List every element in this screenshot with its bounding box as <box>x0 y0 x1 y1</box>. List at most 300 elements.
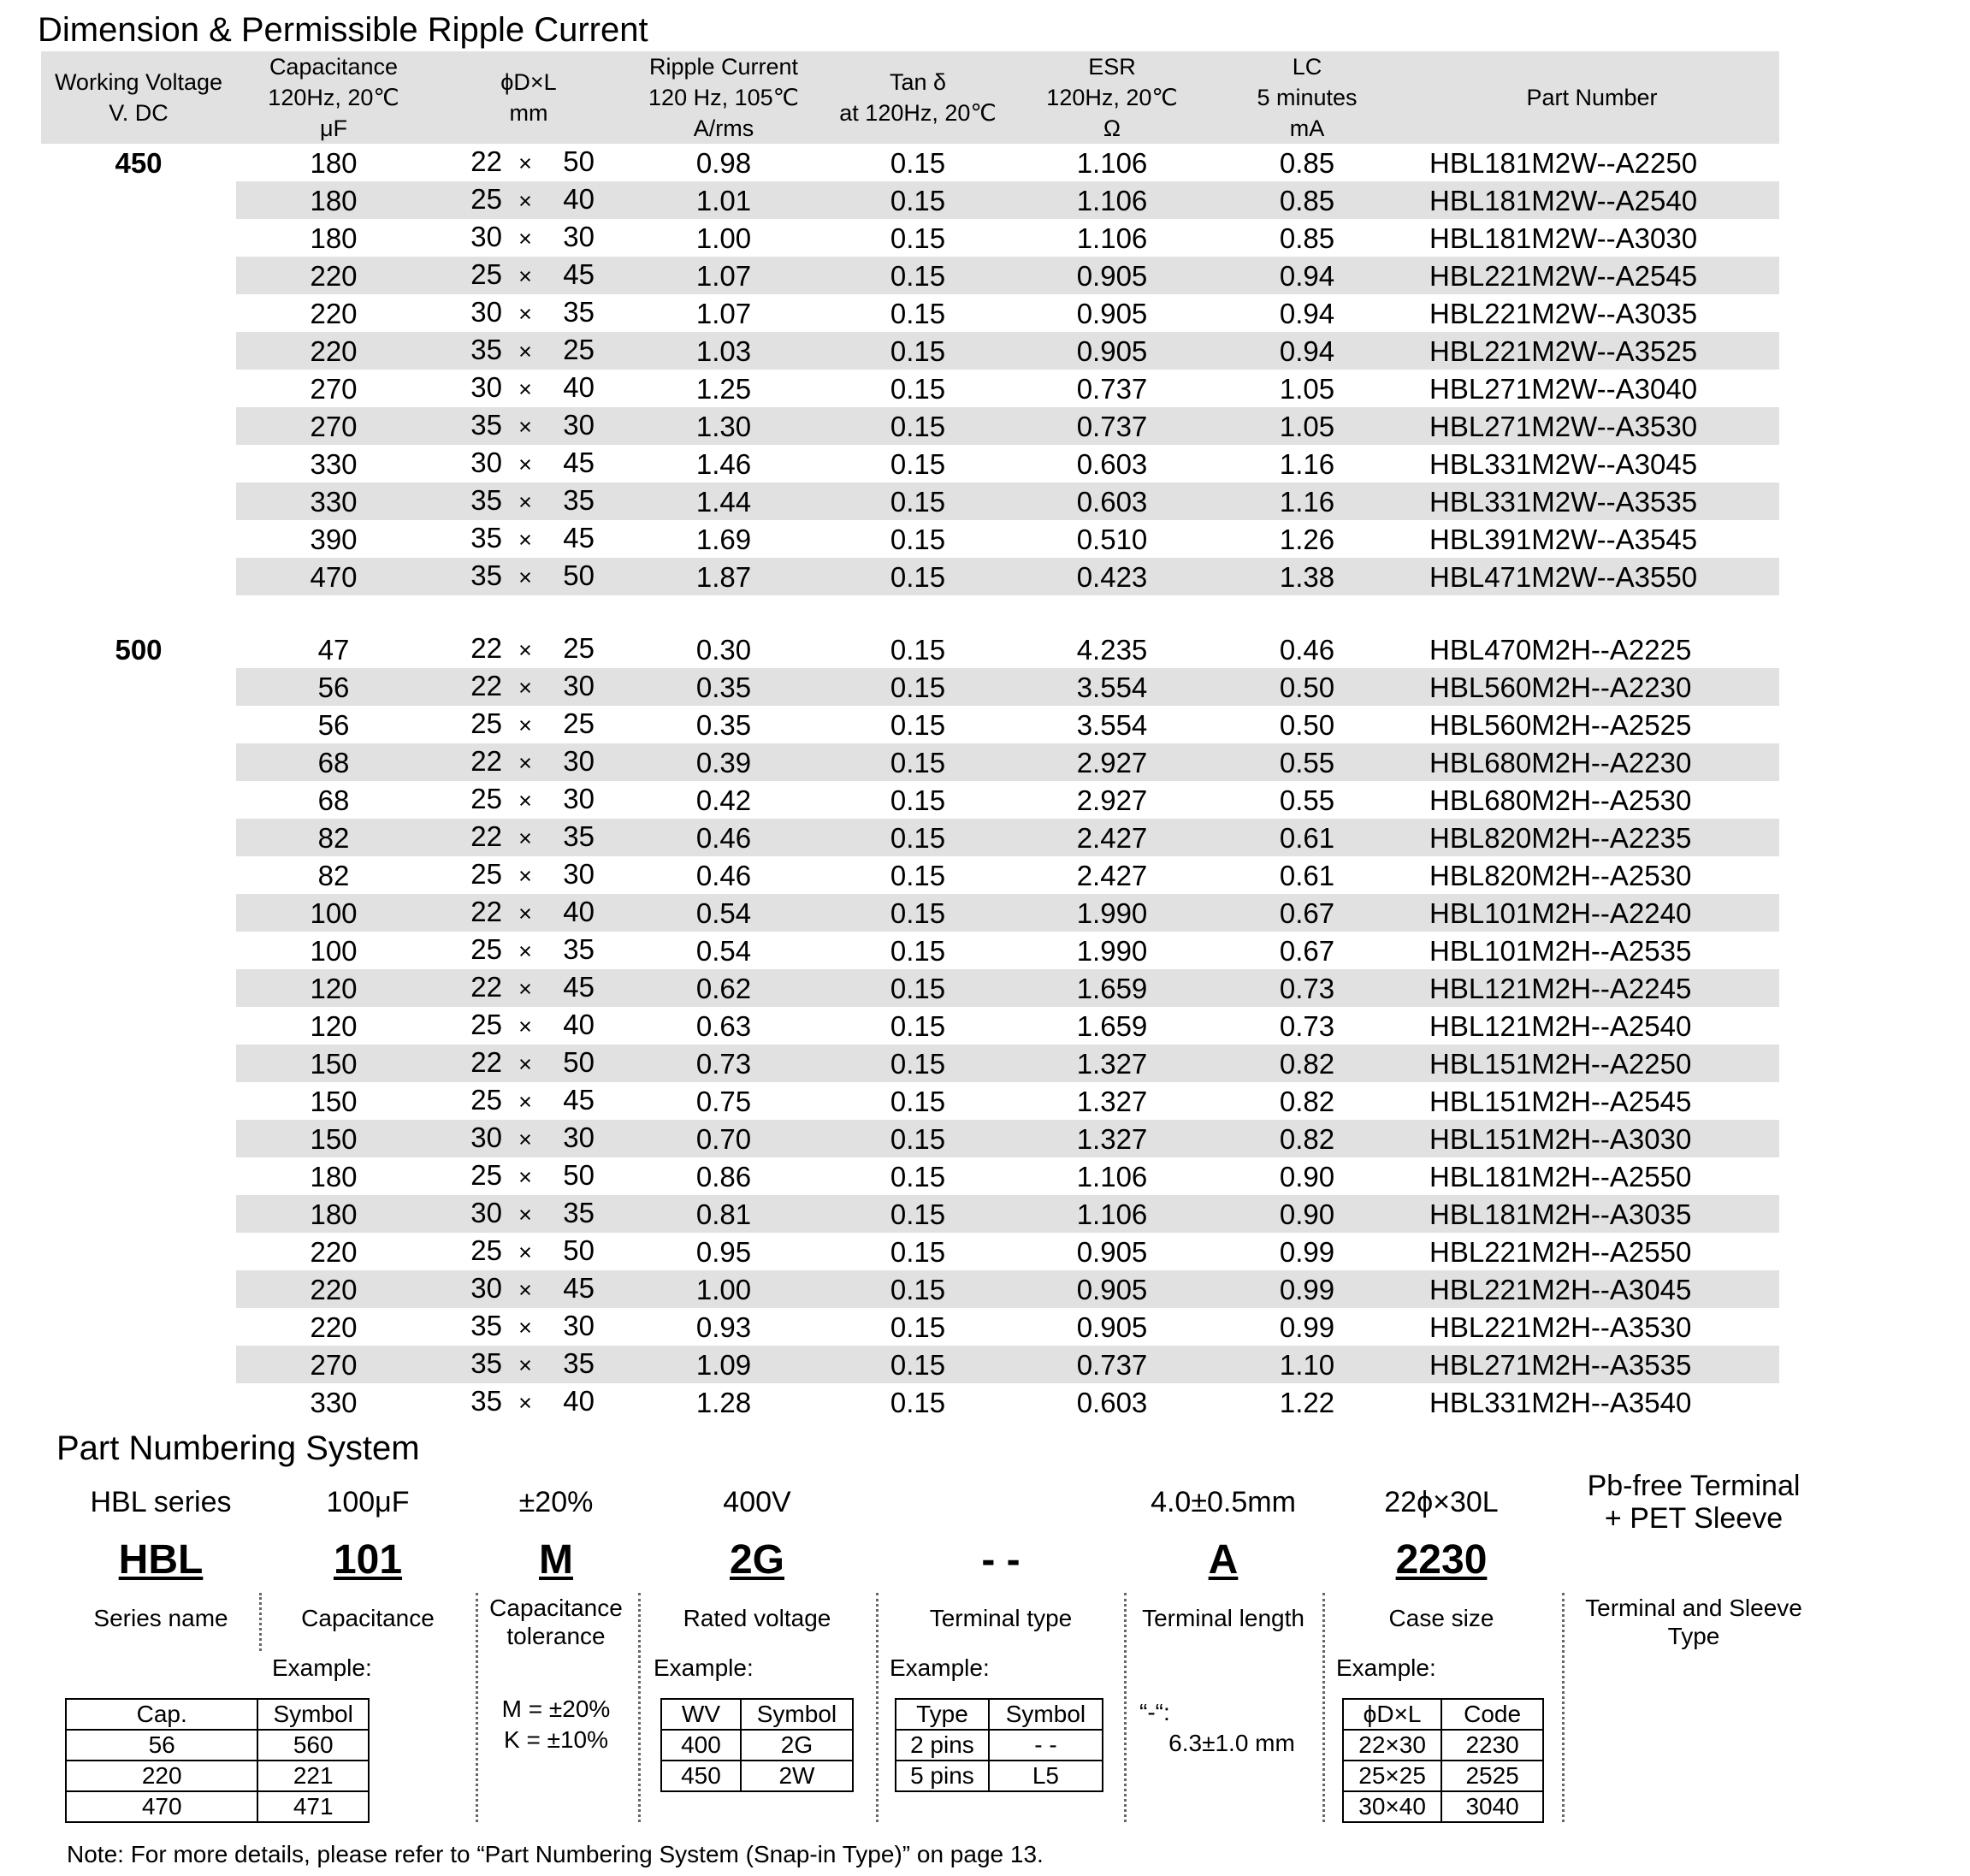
dimension-length: 30 <box>563 221 595 252</box>
ripple-current-cell: 0.62 <box>626 969 821 1007</box>
segment-capacitance: Capacitance <box>301 1605 435 1631</box>
case-example-caption: Example: <box>1336 1654 1436 1681</box>
dimension-cell <box>431 969 626 1007</box>
dimension-diameter: 35 <box>470 484 502 516</box>
voltage-cell <box>41 1120 236 1157</box>
part-number-cell: HBL221M2H--A3530 <box>1429 1311 1692 1343</box>
table-header-row <box>41 51 1779 144</box>
cap-code-row <box>66 1730 369 1761</box>
table-row <box>41 257 1779 294</box>
dimension-diameter: 22 <box>470 820 502 852</box>
leakage-current-cell: 1.38 <box>1210 558 1405 595</box>
volt-code-cell: 450 <box>661 1761 741 1791</box>
table-row <box>41 407 1779 445</box>
dimension-diameter: 25 <box>470 783 502 814</box>
dimension-length: 40 <box>563 1009 595 1040</box>
part-number-cell: HBL181M2W--A3030 <box>1429 222 1698 254</box>
leakage-current-cell: 0.50 <box>1279 708 1335 741</box>
dimension-times: × <box>518 1390 532 1416</box>
type-code-cell: L5 <box>989 1761 1103 1791</box>
part-number-cell: HBL121M2H--A2540 <box>1429 1009 1692 1042</box>
voltage-example-label: 400V <box>723 1486 791 1518</box>
volt-code-row <box>661 1761 853 1791</box>
volt-code-row <box>661 1730 853 1761</box>
table-row <box>41 932 1779 969</box>
leakage-current-cell: 0.55 <box>1210 743 1405 781</box>
dimension-times: × <box>518 1352 532 1378</box>
cap-code-cell: 471 <box>257 1791 369 1822</box>
type-code-cell: - - <box>989 1730 1103 1761</box>
dimension-times: × <box>518 675 532 701</box>
header-dimension: ϕD×L mm <box>431 51 626 144</box>
ripple-current-cell: 1.09 <box>626 1346 821 1383</box>
table-row <box>41 1045 1779 1082</box>
code-terminal-type: - - <box>981 1537 1020 1583</box>
cap-code-header-row <box>66 1699 369 1730</box>
dimension-diameter: 25 <box>470 858 502 890</box>
dimension-length: 40 <box>563 371 595 403</box>
part-number-cell: HBL151M2H--A2250 <box>1405 1045 1779 1082</box>
capacitance-cell: 150 <box>310 1085 358 1117</box>
esr-cell: 0.905 <box>1076 1311 1148 1343</box>
ripple-current-cell: 1.00 <box>626 1270 821 1308</box>
capacitance-cell: 330 <box>310 1386 358 1418</box>
tan-delta-cell: 0.15 <box>890 859 946 891</box>
separator <box>476 1593 478 1822</box>
esr-cell: 0.905 <box>1015 1270 1210 1308</box>
voltage-cell <box>41 1383 236 1421</box>
dimension-cell <box>431 144 626 181</box>
dimension-length: 35 <box>563 484 595 516</box>
dimension-cell <box>431 1120 626 1157</box>
dimension-times: × <box>518 376 532 402</box>
part-number-cell: HBL560M2H--A2230 <box>1405 668 1779 706</box>
part-number-cell: HBL470M2H--A2225 <box>1429 633 1692 666</box>
esr-cell: 0.905 <box>1015 257 1210 294</box>
esr-cell: 0.603 <box>1076 1386 1148 1418</box>
part-number-cell: HBL121M2H--A2245 <box>1405 969 1779 1007</box>
voltage-cell <box>41 1007 236 1045</box>
segment-sleeve-line-1: Terminal and Sleeve <box>1585 1595 1802 1621</box>
terminal-type-code-table <box>895 1698 1103 1792</box>
dimension-diameter: 35 <box>470 522 502 553</box>
table-row <box>41 743 1779 781</box>
segment-tolerance-line-1: Capacitance <box>489 1595 623 1621</box>
dimension-times: × <box>518 1014 532 1039</box>
dimension-length: 50 <box>563 145 595 177</box>
dimension-diameter: 25 <box>470 183 502 215</box>
separator <box>1124 1593 1127 1822</box>
dimension-cell <box>431 706 626 743</box>
dimension-length: 25 <box>563 334 595 365</box>
esr-cell: 1.327 <box>1015 1045 1210 1082</box>
tan-delta-cell: 0.15 <box>821 332 1015 370</box>
tan-delta-cell: 0.15 <box>890 447 946 480</box>
ripple-current-cell: 1.07 <box>695 297 752 329</box>
dimension-cell <box>431 819 626 856</box>
case-code-cell: 22×30 <box>1343 1730 1441 1761</box>
dimension-diameter: 30 <box>470 1197 502 1228</box>
dimension-length: 30 <box>563 858 595 890</box>
ripple-current-cell: 0.98 <box>695 146 752 179</box>
tan-delta-cell: 0.15 <box>821 181 1015 219</box>
cap-code-row <box>66 1761 369 1791</box>
capacitance-cell: 270 <box>310 372 358 405</box>
dimension-cell <box>431 894 626 932</box>
dimension-diameter: 35 <box>470 409 502 441</box>
dimension-diameter: 30 <box>470 1272 502 1304</box>
esr-cell: 0.423 <box>1015 558 1210 595</box>
dimension-length: 30 <box>563 1121 595 1153</box>
group-spacer-row <box>41 595 1779 630</box>
dimension-diameter: 22 <box>470 896 502 927</box>
dimension-length: 45 <box>563 971 595 1003</box>
ripple-current-cell: 0.39 <box>626 743 821 781</box>
dimension-times: × <box>518 1315 532 1340</box>
capacitance-cell: 150 <box>236 1120 431 1157</box>
table-row <box>41 781 1779 819</box>
dimension-cell <box>431 1346 626 1383</box>
code-series: HBL <box>118 1537 204 1583</box>
type-code-cell: 5 pins <box>896 1761 989 1791</box>
dimension-diameter: 25 <box>470 933 502 965</box>
capacitance-cell: 82 <box>236 819 431 856</box>
leakage-current-cell: 0.82 <box>1279 1085 1335 1117</box>
capacitance-cell: 120 <box>236 969 431 1007</box>
leakage-current-cell: 0.73 <box>1210 969 1405 1007</box>
case-code-header-row <box>1343 1699 1543 1730</box>
dimension-length: 40 <box>563 1385 595 1417</box>
voltage-cell <box>41 181 236 219</box>
dimension-times: × <box>518 339 532 364</box>
tan-delta-cell: 0.15 <box>821 482 1015 520</box>
dimension-length: 45 <box>563 447 595 478</box>
voltage-cell <box>41 894 236 932</box>
cap-code-cell: 470 <box>66 1791 257 1822</box>
esr-cell: 1.106 <box>1015 1195 1210 1233</box>
voltage-cell <box>41 1308 236 1346</box>
dimension-cell <box>431 1082 626 1120</box>
segment-sleeve-line-2: Type <box>1667 1623 1720 1649</box>
ripple-current-cell: 1.87 <box>626 558 821 595</box>
tan-delta-cell: 0.15 <box>821 1195 1015 1233</box>
dimension-cell <box>431 332 626 370</box>
dimension-times: × <box>518 788 532 814</box>
voltage-cell <box>41 1233 236 1270</box>
case-code-cell: 25×25 <box>1343 1761 1441 1791</box>
leakage-current-cell: 0.61 <box>1210 819 1405 856</box>
voltage-cell <box>41 1082 236 1120</box>
capacitance-cell: 68 <box>236 743 431 781</box>
tan-delta-cell: 0.15 <box>890 1311 946 1343</box>
capacitance-cell: 120 <box>310 1009 358 1042</box>
leakage-current-cell: 1.16 <box>1279 447 1335 480</box>
ripple-current-cell: 1.03 <box>626 332 821 370</box>
esr-cell: 0.737 <box>1015 1346 1210 1383</box>
dimension-cell <box>431 856 626 894</box>
part-number-cell: HBL820M2H--A2530 <box>1429 859 1692 891</box>
esr-cell: 1.659 <box>1015 969 1210 1007</box>
dimension-cell <box>431 181 626 219</box>
esr-cell: 2.427 <box>1076 859 1148 891</box>
esr-cell: 0.737 <box>1076 372 1148 405</box>
table-row <box>41 370 1779 407</box>
tan-delta-cell: 0.15 <box>821 894 1015 932</box>
tan-delta-cell: 0.15 <box>821 743 1015 781</box>
leakage-current-cell: 0.55 <box>1279 784 1335 816</box>
tan-delta-cell: 0.15 <box>890 1386 946 1418</box>
dimension-times: × <box>518 301 532 327</box>
esr-cell: 1.659 <box>1076 1009 1148 1042</box>
dimension-diameter: 25 <box>470 1159 502 1191</box>
segment-tolerance <box>479 1594 633 1650</box>
esr-cell: 1.327 <box>1076 1085 1148 1117</box>
capacitance-cell: 56 <box>317 708 350 741</box>
dimension-cell <box>431 743 626 781</box>
voltage-cell: 450 <box>115 146 163 179</box>
ripple-current-cell: 0.93 <box>695 1311 752 1343</box>
table-row <box>41 969 1779 1007</box>
part-number-cell: HBL181M2W--A2250 <box>1429 146 1698 179</box>
table-row <box>41 332 1779 370</box>
dimension-diameter: 22 <box>470 971 502 1003</box>
voltage-cell <box>41 407 236 445</box>
voltage-cell <box>41 445 236 482</box>
voltage-cell <box>41 1270 236 1308</box>
volt-code-header-cell: WV <box>661 1699 741 1730</box>
part-number-cell: HBL181M2H--A3035 <box>1405 1195 1779 1233</box>
voltage-cell <box>41 257 236 294</box>
dimension-diameter: 25 <box>470 707 502 739</box>
case-code-cell: 30×40 <box>1343 1791 1441 1822</box>
tan-delta-cell: 0.15 <box>890 708 946 741</box>
footnote: Note: For more details, please refer to “Part Numbering System (Snap-in Type)” on page 13. <box>67 1841 1044 1867</box>
table-row <box>41 445 1779 482</box>
dimension-times: × <box>518 863 532 889</box>
dimension-diameter: 30 <box>470 371 502 403</box>
esr-cell: 0.603 <box>1076 447 1148 480</box>
ripple-current-cell: 0.81 <box>626 1195 821 1233</box>
case-code-cell: 3040 <box>1441 1791 1543 1822</box>
esr-cell: 0.510 <box>1076 523 1148 555</box>
table-body <box>41 144 1779 1421</box>
ripple-current-cell: 1.25 <box>695 372 752 405</box>
leakage-current-cell: 0.99 <box>1210 1270 1405 1308</box>
dimension-length: 30 <box>563 745 595 777</box>
esr-cell: 0.737 <box>1015 407 1210 445</box>
ripple-current-cell: 0.75 <box>695 1085 752 1117</box>
leakage-current-cell: 1.05 <box>1210 407 1405 445</box>
part-number-cell: HBL151M2H--A2545 <box>1429 1085 1692 1117</box>
dimension-length: 40 <box>563 896 595 927</box>
dimension-cell <box>431 1383 626 1421</box>
dimension-times: × <box>518 565 532 590</box>
code-case-size: 2230 <box>1395 1537 1488 1583</box>
tan-delta-cell: 0.15 <box>821 407 1015 445</box>
dimension-cell <box>431 558 626 595</box>
capacitance-cell: 330 <box>310 447 358 480</box>
dimension-length: 25 <box>563 707 595 739</box>
table-row <box>41 1346 1779 1383</box>
tan-delta-cell: 0.15 <box>821 819 1015 856</box>
dimension-diameter: 25 <box>470 1009 502 1040</box>
tan-delta-cell: 0.15 <box>821 1120 1015 1157</box>
ripple-current-cell: 0.86 <box>695 1160 752 1192</box>
ripple-current-cell: 0.54 <box>695 934 752 967</box>
dimension-length: 45 <box>563 258 595 290</box>
tan-delta-cell: 0.15 <box>890 222 946 254</box>
part-number-cell: HBL221M2H--A3045 <box>1405 1270 1779 1308</box>
part-number-cell: HBL221M2W--A3035 <box>1429 297 1698 329</box>
cap-code-row <box>66 1791 369 1822</box>
esr-cell: 2.927 <box>1076 784 1148 816</box>
dimension-times: × <box>518 151 532 176</box>
cap-code-cell: 56 <box>66 1730 257 1761</box>
part-number-cell: HBL151M2H--A3030 <box>1405 1120 1779 1157</box>
tan-delta-cell: 0.15 <box>821 1346 1015 1383</box>
capacitance-cell: 56 <box>236 668 431 706</box>
ripple-current-table <box>41 51 1779 1421</box>
tan-delta-cell: 0.15 <box>821 257 1015 294</box>
capacitance-cell: 330 <box>236 482 431 520</box>
table-row <box>41 1195 1779 1233</box>
dimension-length: 35 <box>563 933 595 965</box>
part-numbering-title: Part Numbering System <box>56 1429 420 1467</box>
part-number-cell: HBL221M2H--A2550 <box>1429 1235 1692 1268</box>
separator <box>638 1593 641 1822</box>
dimension-cell <box>431 520 626 558</box>
part-number-cell: HBL271M2W--A3530 <box>1405 407 1779 445</box>
leakage-current-cell: 0.94 <box>1279 297 1335 329</box>
leakage-current-cell: 1.16 <box>1210 482 1405 520</box>
header-ripple-current: Ripple Current 120 Hz, 105℃ A/rms <box>626 51 821 144</box>
dimension-length: 35 <box>563 820 595 852</box>
dimension-diameter: 35 <box>470 1385 502 1417</box>
capacitance-cell: 100 <box>236 894 431 932</box>
esr-cell: 2.927 <box>1015 743 1210 781</box>
esr-cell: 0.905 <box>1076 297 1148 329</box>
sleeve-example-line-2: + PET Sleeve <box>1604 1502 1784 1535</box>
capacitance-code-table <box>65 1698 370 1823</box>
header-esr: ESR 120Hz, 20℃ Ω <box>1015 51 1210 144</box>
table-row <box>41 1082 1779 1120</box>
leakage-current-cell: 0.85 <box>1210 181 1405 219</box>
dimension-cell <box>431 1195 626 1233</box>
dimension-diameter: 22 <box>470 1046 502 1078</box>
esr-cell: 3.554 <box>1015 668 1210 706</box>
code-capacitance: 101 <box>333 1537 403 1583</box>
dimension-times: × <box>518 1164 532 1190</box>
tan-delta-cell: 0.15 <box>890 784 946 816</box>
table-row <box>41 819 1779 856</box>
dimension-cell <box>431 1270 626 1308</box>
part-number-cell: HBL331M2W--A3045 <box>1429 447 1698 480</box>
ripple-current-cell: 0.46 <box>695 859 752 891</box>
leakage-current-cell: 0.73 <box>1279 1009 1335 1042</box>
table-row <box>41 482 1779 520</box>
volt-code-cell: 2W <box>741 1761 853 1791</box>
case-code-row <box>1343 1730 1543 1761</box>
part-number-cell: HBL680M2H--A2530 <box>1429 784 1692 816</box>
segment-series-name: Series name <box>93 1605 228 1631</box>
voltage-code-table <box>660 1698 854 1792</box>
tolerance-code-k: K = ±10% <box>504 1726 608 1753</box>
dimension-cell <box>431 668 626 706</box>
ripple-current-cell: 1.07 <box>626 257 821 294</box>
voltage-cell: 500 <box>115 633 163 666</box>
table-row <box>41 856 1779 894</box>
page-title: Dimension & Permissible Ripple Current <box>38 11 648 49</box>
code-voltage: 2G <box>729 1537 785 1583</box>
dimension-length: 50 <box>563 1159 595 1191</box>
dimension-cell <box>431 1233 626 1270</box>
leakage-current-cell: 0.46 <box>1279 633 1335 666</box>
part-number-cell: HBL680M2H--A2230 <box>1405 743 1779 781</box>
tolerance-code-list <box>479 1694 633 1755</box>
dimension-cell <box>431 407 626 445</box>
table-row <box>41 1007 1779 1045</box>
dimension-diameter: 35 <box>470 1310 502 1341</box>
capacitance-cell: 470 <box>236 558 431 595</box>
leakage-current-cell: 0.67 <box>1210 894 1405 932</box>
leakage-current-cell: 1.10 <box>1210 1346 1405 1383</box>
dimension-length: 50 <box>563 1234 595 1266</box>
dimension-times: × <box>518 188 532 214</box>
ripple-current-cell: 0.54 <box>626 894 821 932</box>
tan-delta-cell: 0.15 <box>890 1235 946 1268</box>
dimension-cell <box>431 781 626 819</box>
capacitance-cell: 220 <box>310 1235 358 1268</box>
dimension-cell <box>431 257 626 294</box>
tan-delta-cell: 0.15 <box>821 1045 1015 1082</box>
cap-code-header-cell: Symbol <box>257 1699 369 1730</box>
dimension-diameter: 30 <box>470 296 502 328</box>
table-row <box>41 1157 1779 1195</box>
cap-code-cell: 221 <box>257 1761 369 1791</box>
header-working-voltage: Working Voltage V. DC <box>41 51 236 144</box>
voltage-cell <box>41 706 236 743</box>
part-number-cell: HBL181M2H--A2550 <box>1429 1160 1692 1192</box>
header-tan-delta: Tan δ at 120Hz, 20℃ <box>821 51 1015 144</box>
case-code-header-cell: ϕD×L <box>1343 1699 1441 1730</box>
capacitance-cell: 180 <box>310 222 358 254</box>
part-number-cell: HBL221M2W--A2545 <box>1405 257 1779 294</box>
tan-delta-cell: 0.15 <box>890 523 946 555</box>
ripple-current-cell: 0.30 <box>695 633 752 666</box>
table-row <box>41 181 1779 219</box>
dimension-diameter: 35 <box>470 559 502 591</box>
dimension-cell <box>431 1045 626 1082</box>
voltage-example-caption: Example: <box>654 1654 754 1681</box>
leakage-current-cell: 0.94 <box>1210 332 1405 370</box>
dimension-times: × <box>518 976 532 1002</box>
tan-delta-cell: 0.15 <box>890 633 946 666</box>
tan-delta-cell: 0.15 <box>821 558 1015 595</box>
case-size-code-table <box>1342 1698 1544 1823</box>
case-example-label: 22ϕ×30L <box>1384 1486 1499 1518</box>
table-row <box>41 144 1779 181</box>
part-number-cell: HBL820M2H--A2235 <box>1405 819 1779 856</box>
table-row <box>41 894 1779 932</box>
segment-rated-voltage: Rated voltage <box>683 1605 831 1631</box>
dimension-cell <box>431 370 626 407</box>
capacitance-cell: 100 <box>310 934 358 967</box>
header-capacitance: Capacitance 120Hz, 20℃ μF <box>236 51 431 144</box>
dimension-length: 35 <box>563 296 595 328</box>
table-row <box>41 219 1779 257</box>
part-number-cell: HBL331M2W--A3535 <box>1405 482 1779 520</box>
capacitance-cell: 47 <box>317 633 350 666</box>
